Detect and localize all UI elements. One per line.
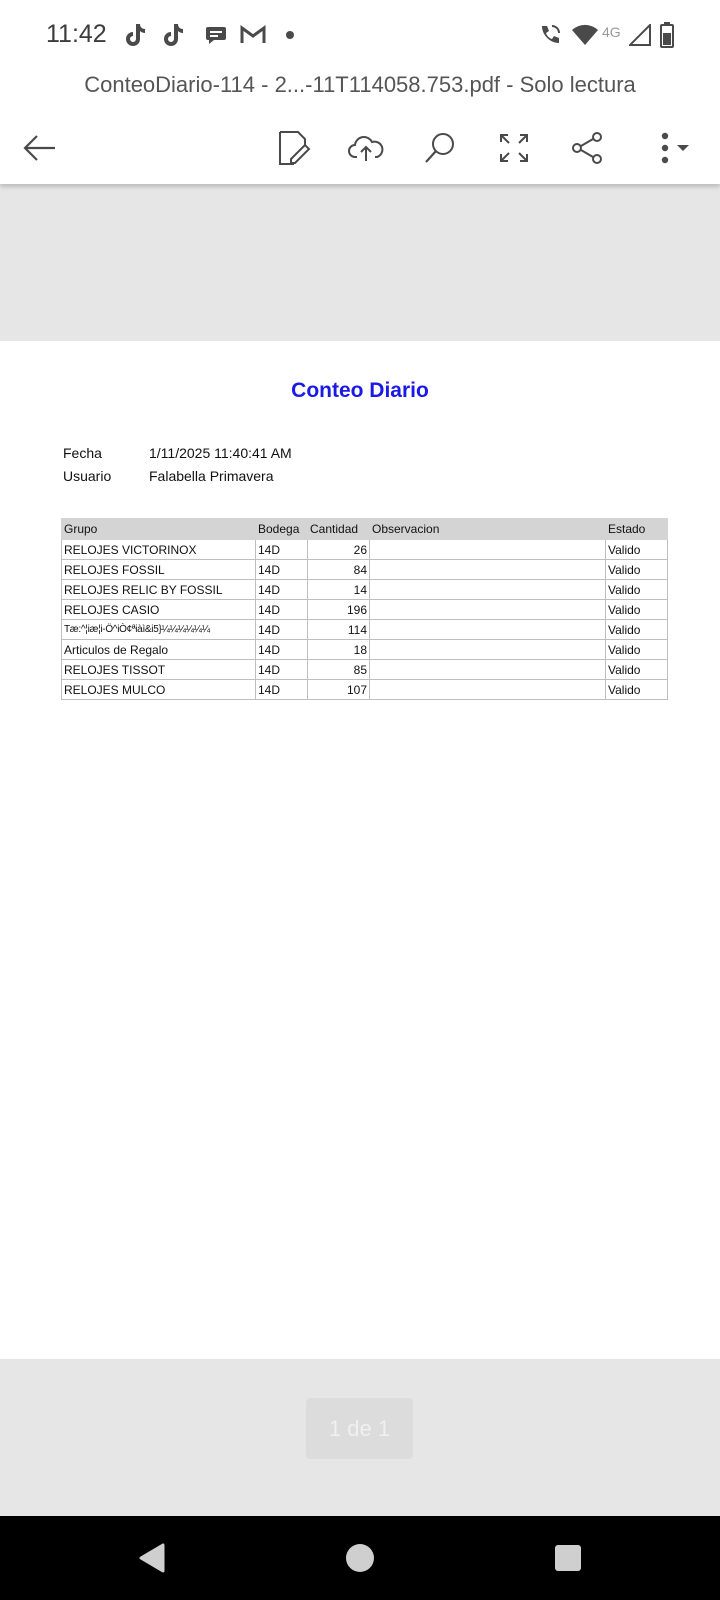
cell-cantidad: 84 bbox=[308, 560, 370, 580]
dot-icon bbox=[284, 20, 296, 50]
share-icon[interactable] bbox=[564, 124, 612, 172]
cell-grupo: RELOJES TISSOT bbox=[62, 660, 256, 680]
cell-estado: Valido bbox=[606, 600, 668, 620]
cell-observacion bbox=[370, 620, 606, 640]
fecha-label: Fecha bbox=[63, 445, 102, 461]
table-row bbox=[62, 600, 668, 620]
cell-grupo: RELOJES FOSSIL bbox=[62, 560, 256, 580]
search-icon[interactable] bbox=[416, 124, 464, 172]
edit-document-icon[interactable] bbox=[270, 124, 318, 172]
recents-square-icon[interactable] bbox=[546, 1536, 590, 1580]
battery-icon bbox=[658, 20, 676, 50]
fecha-row bbox=[63, 445, 292, 461]
cell-estado: Valido bbox=[606, 640, 668, 660]
table-row bbox=[62, 680, 668, 700]
cell-observacion bbox=[370, 540, 606, 560]
cell-grupo: Articulos de Regalo bbox=[62, 640, 256, 660]
cell-bodega: 14D bbox=[256, 680, 308, 700]
usuario-label: Usuario bbox=[63, 468, 112, 484]
cell-observacion bbox=[370, 680, 606, 700]
table-row bbox=[62, 660, 668, 680]
signal-icon bbox=[628, 20, 652, 50]
cell-cantidad: 196 bbox=[308, 600, 370, 620]
home-circle-icon[interactable] bbox=[338, 1536, 382, 1580]
tiktok-icon bbox=[122, 20, 150, 50]
cell-observacion bbox=[370, 600, 606, 620]
gmail-icon bbox=[238, 20, 268, 50]
column-header-estado: Estado bbox=[606, 519, 668, 540]
cell-observacion bbox=[370, 560, 606, 580]
status-time: 11:42 bbox=[46, 20, 107, 48]
cell-bodega: 14D bbox=[256, 620, 308, 640]
fullscreen-icon[interactable] bbox=[490, 124, 538, 172]
cell-bodega: 14D bbox=[256, 640, 308, 660]
usuario-value: Falabella Primavera bbox=[149, 468, 274, 484]
fecha-value: 1/11/2025 11:40:41 AM bbox=[149, 445, 292, 461]
cell-bodega: 14D bbox=[256, 660, 308, 680]
cell-cantidad: 18 bbox=[308, 640, 370, 660]
wifi-icon bbox=[570, 20, 600, 50]
cell-bodega: 14D bbox=[256, 540, 308, 560]
tiktok-icon bbox=[160, 20, 188, 50]
back-triangle-icon[interactable] bbox=[130, 1536, 174, 1580]
message-icon bbox=[202, 20, 230, 50]
table-row bbox=[62, 580, 668, 600]
cell-cantidad: 114 bbox=[308, 620, 370, 640]
viewer-background-top bbox=[0, 184, 720, 341]
document-title: ConteoDiario-114 - 2...-11T114058.753.pdf - Solo lectura bbox=[84, 72, 636, 97]
cell-cantidad: 85 bbox=[308, 660, 370, 680]
table-row bbox=[62, 540, 668, 560]
wifi-calling-icon bbox=[536, 20, 564, 50]
cell-estado: Valido bbox=[606, 660, 668, 680]
cell-estado: Valido bbox=[606, 540, 668, 560]
network-type-label: 4G bbox=[602, 24, 621, 40]
pdf-page[interactable] bbox=[0, 341, 720, 1359]
table-row bbox=[62, 560, 668, 580]
status-bar bbox=[0, 0, 720, 70]
cell-observacion bbox=[370, 640, 606, 660]
cell-cantidad: 107 bbox=[308, 680, 370, 700]
cell-observacion bbox=[370, 580, 606, 600]
cloud-upload-icon[interactable] bbox=[342, 124, 390, 172]
cell-grupo: RELOJES VICTORINOX bbox=[62, 540, 256, 560]
cell-cantidad: 14 bbox=[308, 580, 370, 600]
table-header-row bbox=[62, 519, 668, 540]
table-row bbox=[62, 640, 668, 660]
cell-grupo: RELOJES MULCO bbox=[62, 680, 256, 700]
cell-estado: Valido bbox=[606, 620, 668, 640]
report-title: Conteo Diario bbox=[291, 379, 429, 402]
cell-grupo: Tæ:^¦iæ¦i-Ö^iÒ¢ªiàì&i5}¼¼¼¼¼¼ bbox=[62, 620, 256, 640]
cell-bodega: 14D bbox=[256, 560, 308, 580]
cell-estado: Valido bbox=[606, 560, 668, 580]
cell-grupo: RELOJES CASIO bbox=[62, 600, 256, 620]
column-header-grupo: Grupo bbox=[62, 519, 256, 540]
page-indicator: 1 de 1 bbox=[306, 1398, 413, 1459]
column-header-cantidad: Cantidad bbox=[308, 519, 370, 540]
cell-estado: Valido bbox=[606, 580, 668, 600]
more-options-icon[interactable] bbox=[646, 124, 696, 172]
cell-estado: Valido bbox=[606, 680, 668, 700]
column-header-bodega: Bodega bbox=[256, 519, 308, 540]
column-header-observacion: Observacion bbox=[370, 519, 606, 540]
toolbar bbox=[0, 112, 720, 184]
cell-grupo: RELOJES RELIC BY FOSSIL bbox=[62, 580, 256, 600]
usuario-row bbox=[63, 468, 274, 484]
navigation-bar bbox=[0, 1516, 720, 1600]
cell-bodega: 14D bbox=[256, 580, 308, 600]
cell-observacion bbox=[370, 660, 606, 680]
cell-cantidad: 26 bbox=[308, 540, 370, 560]
table-row bbox=[62, 620, 668, 640]
conteo-table bbox=[61, 518, 668, 700]
cell-bodega: 14D bbox=[256, 600, 308, 620]
back-arrow-icon[interactable] bbox=[16, 124, 64, 172]
